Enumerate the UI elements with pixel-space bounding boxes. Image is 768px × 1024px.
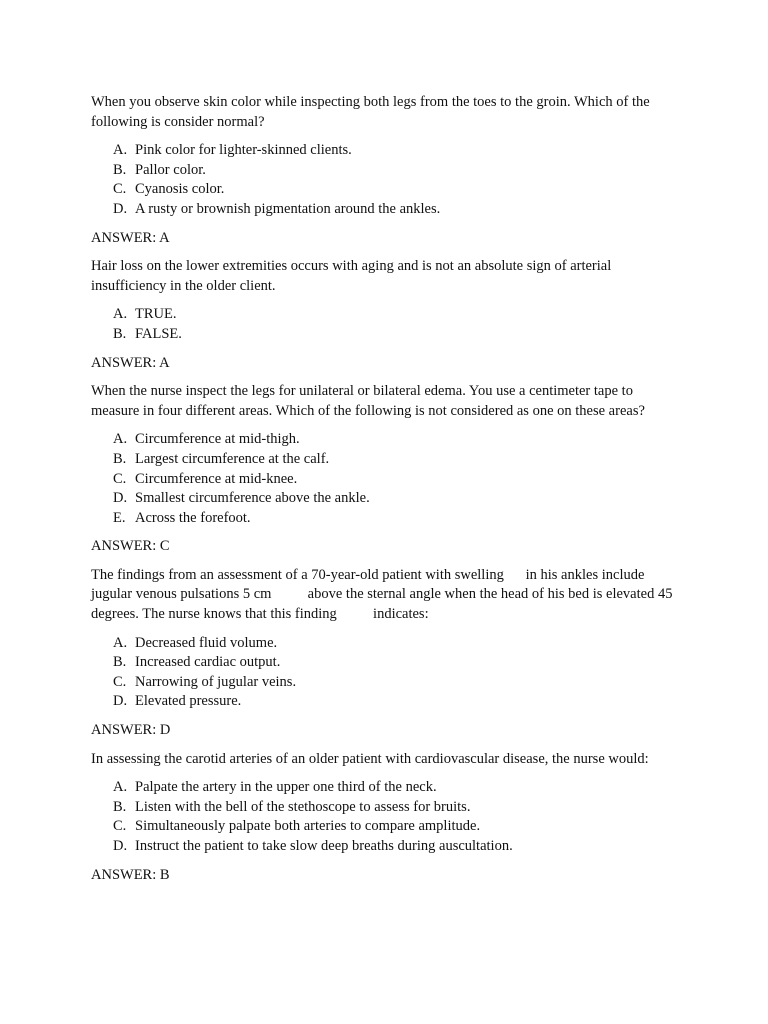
question-text: When you observe skin color while inspecting both legs from the toes to the groin. Which of the following is consider normal? — [91, 94, 650, 130]
option-letter: E. — [113, 509, 126, 526]
option-item — [113, 470, 678, 490]
option-text: Cyanosis color. — [135, 181, 225, 198]
option-text: Circumference at mid-thigh. — [135, 431, 300, 448]
option-item — [113, 798, 678, 818]
option-letter: C. — [113, 181, 127, 198]
option-item — [113, 180, 678, 200]
question-text: When the nurse inspect the legs for unilateral or bilateral edema. You use a centimeter tape to measure in four different areas. Which of the following is not considered as one on these areas? — [91, 383, 645, 419]
option-text: Pink color for lighter-skinned clients. — [135, 142, 352, 159]
option-text: Listen with the bell of the stethoscope to assess for bruits. — [135, 798, 471, 815]
option-item — [113, 509, 678, 529]
option-item — [113, 817, 678, 837]
option-item — [113, 141, 678, 161]
option-letter: B. — [113, 325, 127, 342]
question-block-2 — [91, 257, 678, 373]
answer-line: ANSWER: C — [91, 538, 170, 555]
option-list — [113, 430, 678, 528]
option-text: Smallest circumference above the ankle. — [135, 490, 370, 507]
option-letter: C. — [113, 818, 127, 835]
option-text: Instruct the patient to take slow deep breaths during auscultation. — [135, 838, 513, 854]
option-letter: A. — [113, 634, 128, 651]
option-letter: A. — [113, 431, 128, 448]
option-text: Increased cardiac output. — [135, 654, 281, 671]
option-list — [113, 778, 678, 856]
option-list — [113, 634, 678, 712]
question-block-4 — [91, 566, 678, 741]
option-item — [113, 837, 678, 857]
option-item — [113, 778, 678, 798]
option-item — [113, 692, 678, 712]
answer-line: ANSWER: D — [91, 722, 171, 739]
question-block-3 — [91, 382, 678, 557]
option-letter: D. — [113, 838, 128, 854]
option-text: Elevated pressure. — [135, 693, 242, 710]
option-letter: B. — [113, 654, 127, 671]
option-letter: C. — [113, 673, 127, 690]
option-item — [113, 634, 678, 654]
option-text: Simultaneously palpate both arteries to compare amplitude. — [135, 818, 481, 835]
option-text: Palpate the artery in the upper one third of the neck. — [135, 779, 437, 796]
option-letter: B. — [113, 450, 127, 467]
option-item — [113, 489, 678, 509]
answer-line: ANSWER: A — [91, 354, 170, 371]
option-letter: A. — [113, 779, 128, 796]
answer-line: ANSWER: A — [91, 229, 170, 246]
question-block-5 — [91, 750, 678, 886]
option-text: TRUE. — [135, 306, 177, 323]
option-item — [113, 325, 678, 345]
option-item — [113, 450, 678, 470]
option-text: Narrowing of jugular veins. — [135, 673, 297, 690]
option-text: Across the forefoot. — [135, 509, 251, 526]
option-letter: D. — [113, 490, 128, 507]
option-letter: D. — [113, 200, 128, 217]
option-text: FALSE. — [135, 325, 182, 342]
option-item — [113, 161, 678, 181]
option-letter: D. — [113, 693, 128, 710]
option-text: Circumference at mid-knee. — [135, 470, 298, 487]
option-text: Largest circumference at the calf. — [135, 450, 330, 467]
option-list — [113, 141, 678, 219]
option-text: Pallor color. — [135, 161, 206, 178]
option-item — [113, 673, 678, 693]
option-letter: B. — [113, 798, 127, 815]
question-text: Hair loss on the lower extremities occurs with aging and is not an absolute sign of arterial insufficiency in the older client. — [91, 258, 612, 294]
option-letter: A. — [113, 142, 128, 159]
option-item — [113, 305, 678, 325]
option-item — [113, 430, 678, 450]
option-letter: B. — [113, 161, 127, 178]
question-block-1 — [91, 93, 678, 248]
option-letter: C. — [113, 470, 127, 487]
option-text: Decreased fluid volume. — [135, 634, 278, 651]
option-letter: A. — [113, 306, 128, 323]
question-text: In assessing the carotid arteries of an older patient with cardiovascular disease, the nurse would: — [91, 750, 649, 767]
option-list — [113, 305, 678, 344]
answer-line: ANSWER: B — [91, 866, 170, 883]
question-text: The findings from an assessment of a 70-year-old patient with swelling in his ankles include jugular venous pulsations 5 cm above the sternal angle when the head of his bed is elevated 45 degrees. The nurse knows that this finding indicates: — [91, 566, 677, 623]
option-item — [113, 200, 678, 220]
option-text: A rusty or brownish pigmentation around the ankles. — [135, 200, 441, 217]
option-item — [113, 653, 678, 673]
